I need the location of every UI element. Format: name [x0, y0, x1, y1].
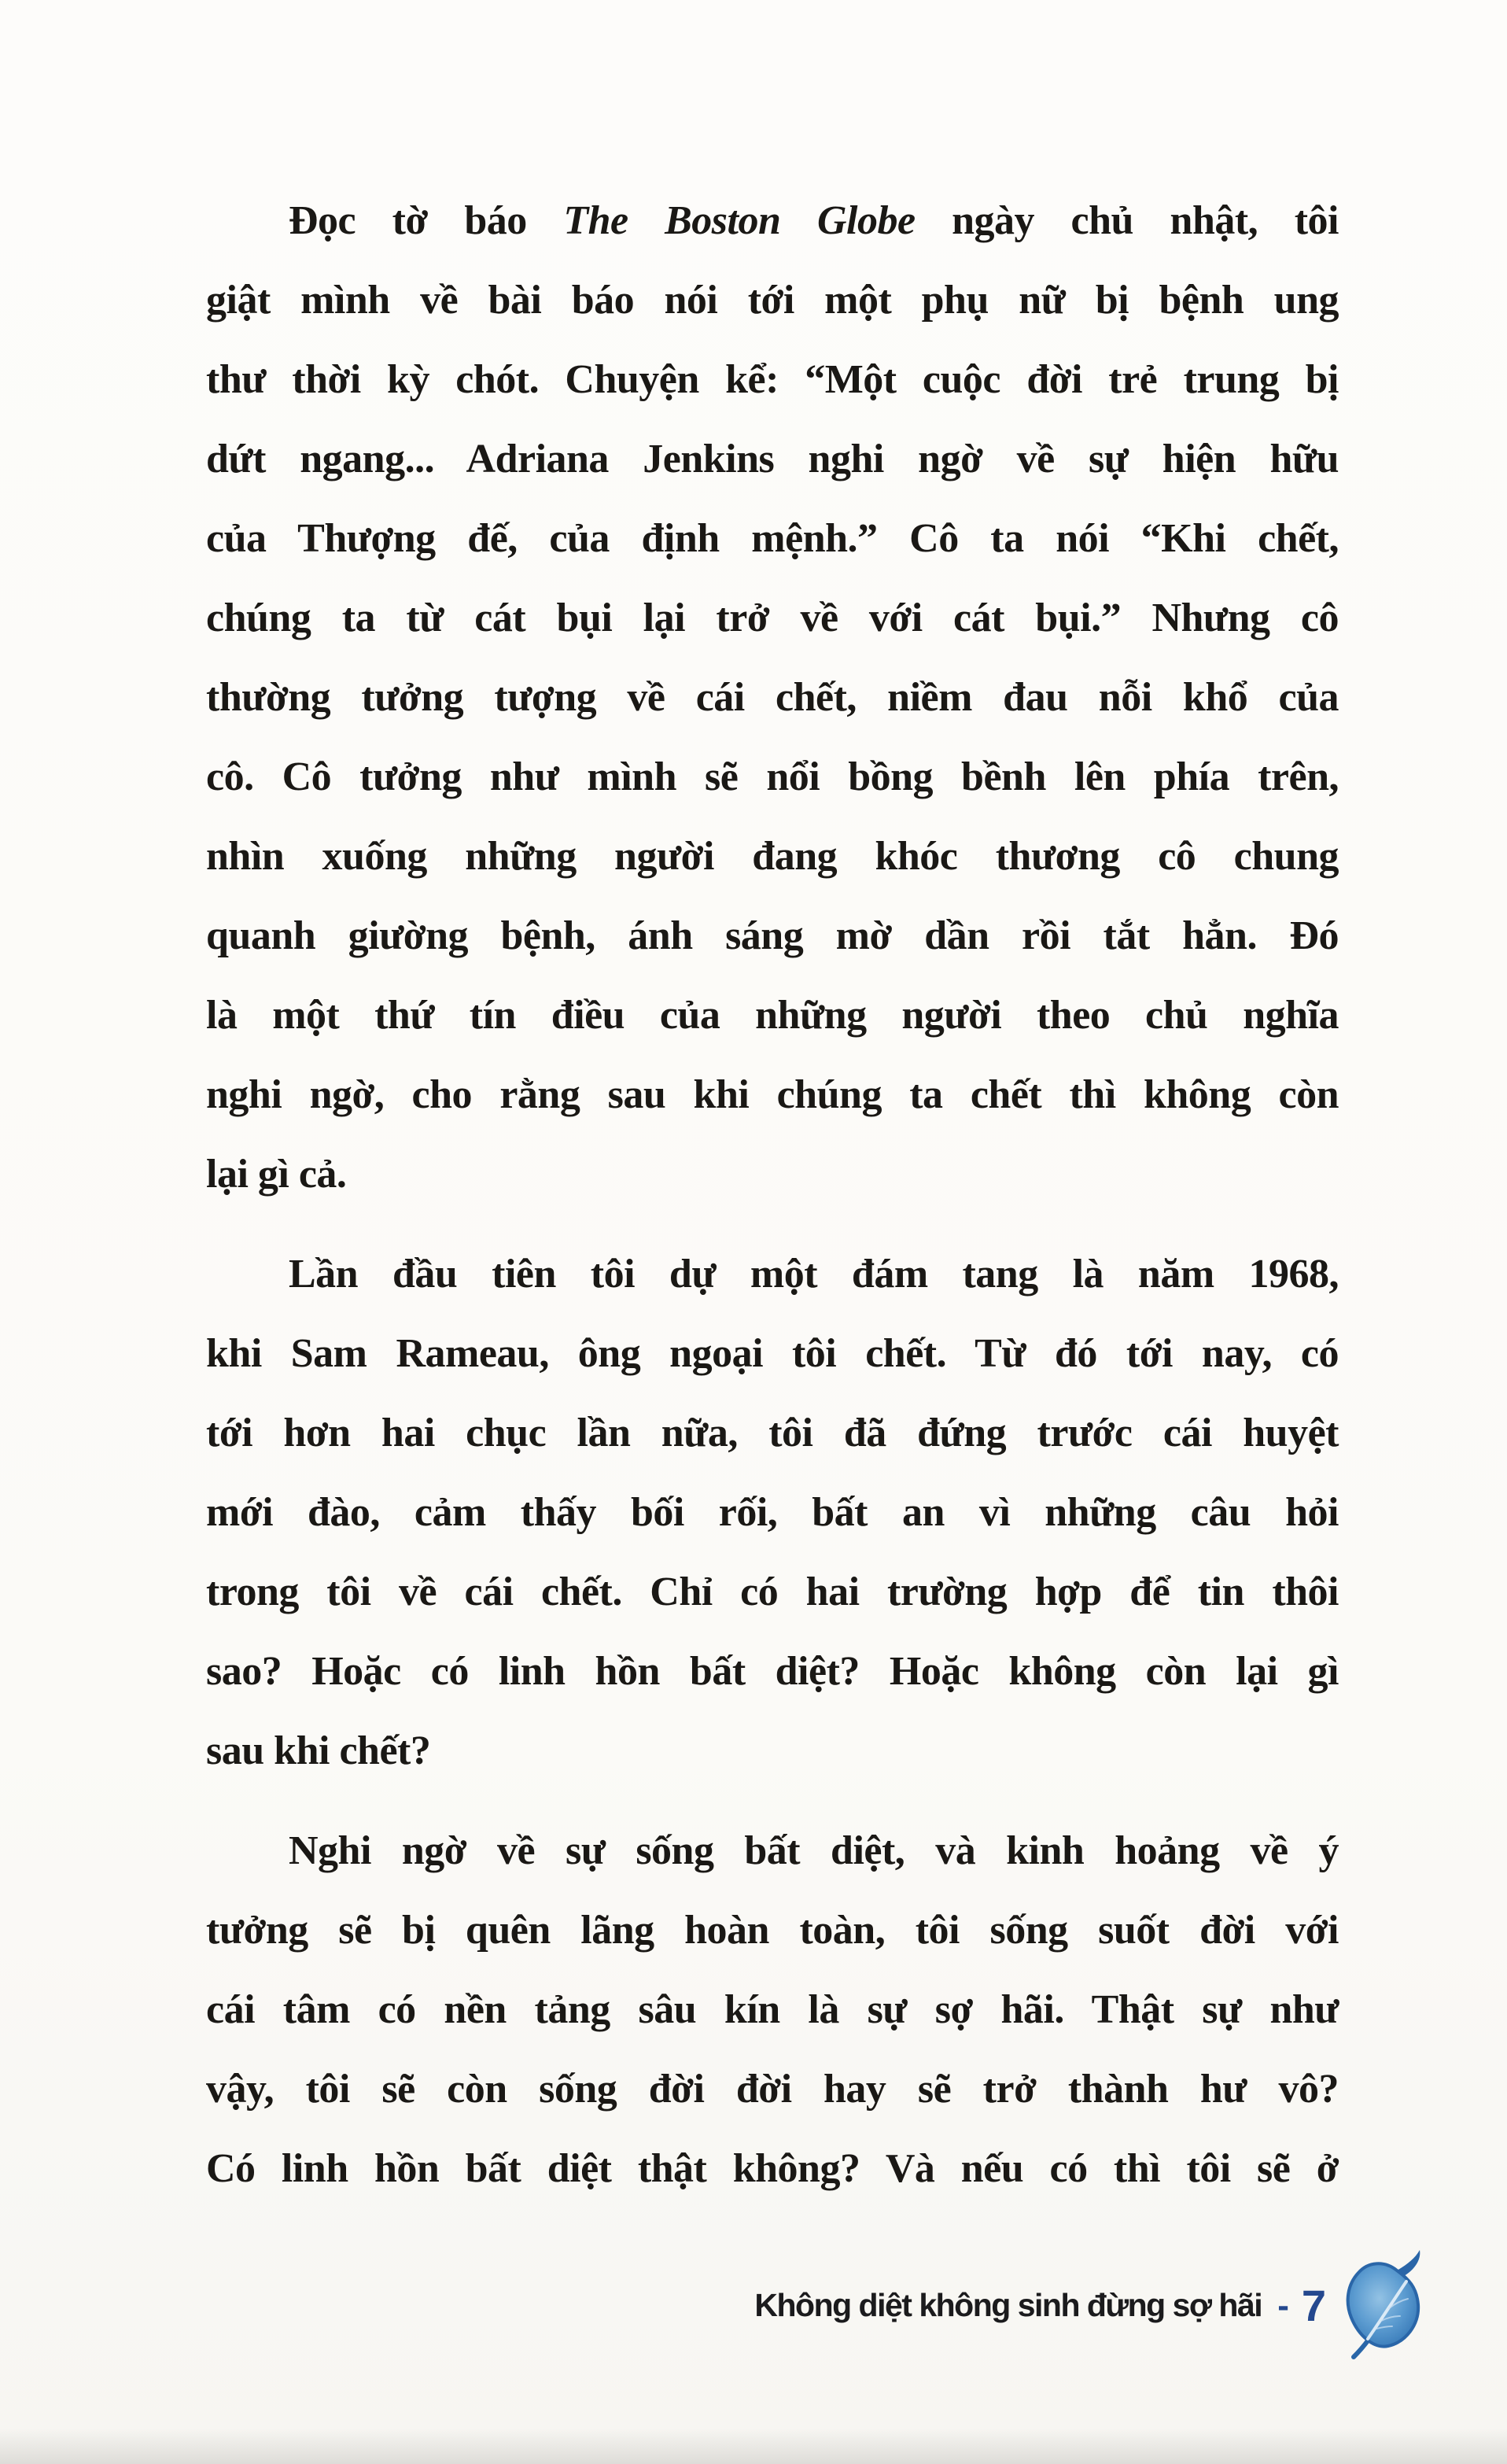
- text-line: dứt ngang... Adriana Jenkins nghi ngờ về sự hiện hữu: [206, 437, 1339, 481]
- text-line: thư thời kỳ chót. Chuyện kể: “Một cuộc đời trẻ trung bị: [206, 357, 1339, 402]
- text-line: cái tâm có nền tảng sâu kín là sự sợ hãi. Thật sự như: [206, 1987, 1339, 2032]
- text-line: cô. Cô tưởng như mình sẽ nổi bồng bềnh lên phía trên,: [206, 754, 1339, 799]
- running-title: Không diệt không sinh đừng sợ hãi: [754, 2287, 1262, 2323]
- text-line: sau khi chết?: [206, 1728, 431, 1773]
- text-line: sao? Hoặc có linh hồn bất diệt? Hoặc không còn lại gì: [206, 1649, 1339, 1694]
- text-line: nghi ngờ, cho rằng sau khi chúng ta chết thì không còn: [206, 1072, 1339, 1117]
- footer-separator: -: [1277, 2285, 1289, 2325]
- scan-edge-shadow: [0, 2428, 1507, 2464]
- text-line: tới hơn hai chục lần nữa, tôi đã đứng trước cái huyệt: [206, 1411, 1339, 1455]
- text-line: mới đào, cảm thấy bối rối, bất an vì những câu hỏi: [206, 1490, 1339, 1535]
- text-line: chúng ta từ cát bụi lại trở về với cát bụi.” Nhưng cô: [206, 596, 1339, 640]
- text-line: vậy, tôi sẽ còn sống đời đời hay sẽ trở thành hư vô?: [206, 2067, 1339, 2112]
- text-line: khi Sam Rameau, ông ngoại tôi chết. Từ đó tới nay, có: [206, 1331, 1339, 1376]
- text-line: Có linh hồn bất diệt thật không? Và nếu có thì tôi sẽ ở: [206, 2146, 1339, 2191]
- text-line: Lần đầu tiên tôi dự một đám tang là năm 1968,: [289, 1252, 1339, 1297]
- text-line: là một thứ tín điều của những người theo chủ nghĩa: [206, 993, 1339, 1038]
- text-line: của Thượng đế, của định mệnh.” Cô ta nói “Khi chết,: [206, 516, 1339, 561]
- paragraph: [206, 181, 1339, 1214]
- paragraph: [206, 1811, 1339, 2208]
- text-line: quanh giường bệnh, ánh sáng mờ dần rồi tắt hẳn. Đó: [206, 913, 1339, 958]
- bodhi-leaf-icon: [1343, 2248, 1433, 2363]
- text-line: lại gì cả.: [206, 1152, 347, 1197]
- paragraph: [206, 1234, 1339, 1791]
- page-footer: [754, 2248, 1433, 2363]
- text-line: Nghi ngờ về sự sống bất diệt, và kinh hoảng về ý: [289, 1828, 1339, 1873]
- text-block: [206, 181, 1339, 2208]
- text-line: trong tôi về cái chết. Chỉ có hai trường hợp để tin thôi: [206, 1570, 1339, 1614]
- text-line: giật mình về bài báo nói tới một phụ nữ bị bệnh ung: [206, 278, 1339, 323]
- text-line: tưởng sẽ bị quên lãng hoàn toàn, tôi sống suốt đời với: [206, 1908, 1339, 1953]
- page-number: 7: [1301, 2281, 1326, 2330]
- text-line: nhìn xuống những người đang khóc thương cô chung: [206, 834, 1339, 879]
- text-line: Đọc tờ báo The Boston Globe ngày chủ nhật, tôi: [289, 198, 1339, 243]
- text-line: thường tưởng tượng về cái chết, niềm đau nỗi khổ của: [206, 675, 1339, 720]
